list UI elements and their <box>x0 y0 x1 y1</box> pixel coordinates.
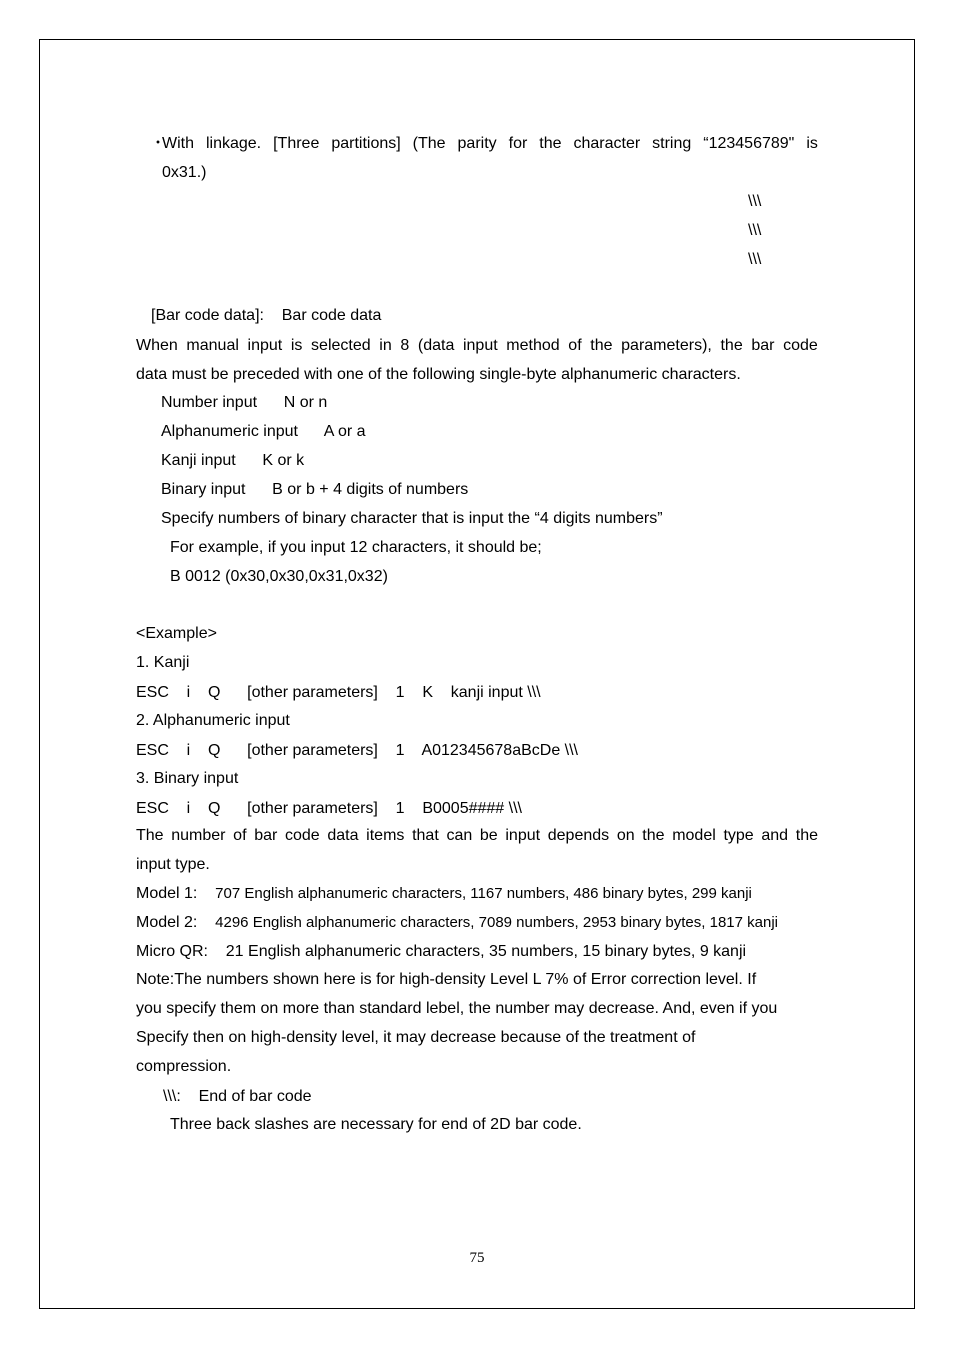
word: parity <box>457 135 497 152</box>
word: on <box>616 827 635 844</box>
word: be <box>479 827 498 844</box>
note-line: compression. <box>136 1058 232 1075</box>
word: can <box>446 827 473 844</box>
word: model <box>672 827 716 844</box>
word: for <box>508 135 528 152</box>
end-of-bar-code-desc: Three back slashes are necessary for end of 2D bar code. <box>170 1116 582 1133</box>
bar-code-data-heading: [Bar code data]: Bar code data <box>151 307 382 324</box>
backslash-line: \\\ <box>748 251 762 268</box>
word: bar <box>254 827 278 844</box>
word: (data <box>417 337 455 354</box>
word: “123456789" <box>703 135 795 152</box>
word: in <box>379 337 392 354</box>
word: the <box>590 337 613 354</box>
model-detail: 707 English alphanumeric characters, 1167 numbers, 486 binary bytes, 299 kanji <box>215 885 752 902</box>
capacity-line-2: input type. <box>136 856 210 873</box>
model-row <box>136 942 746 962</box>
word: method <box>506 337 560 354</box>
word: linkage. <box>205 135 262 152</box>
word: input <box>247 337 283 354</box>
example-command: ESC i Q [other parameters] 1 A012345678aBcDe \\\ <box>136 742 578 759</box>
word: items <box>366 827 405 844</box>
word: is <box>290 337 303 354</box>
word: string <box>652 135 692 152</box>
word: With <box>162 135 194 152</box>
note-line: Specify then on high-density level, it may decrease because of the treatment of <box>136 1029 696 1046</box>
backslash-line: \\\ <box>748 193 762 210</box>
word: the <box>642 827 665 844</box>
bar-code-para-line-1 <box>136 336 818 356</box>
linkage-line-2: 0x31.) <box>162 164 207 181</box>
backslash-line: \\\ <box>748 222 762 239</box>
model-label: Model 2: <box>136 914 216 931</box>
word: is <box>806 135 818 152</box>
word: bar <box>751 337 775 354</box>
word: 8 <box>400 337 410 354</box>
note-line: Note:The numbers shown here is for high-density Level L 7% of Error correction level. If <box>136 971 757 988</box>
input-type-number: Number input N or n <box>161 394 328 411</box>
word: that <box>412 827 439 844</box>
model-label: Micro QR: <box>136 943 226 960</box>
note-line: you specify them on more than standard lebel, the number may decrease. And, even if you <box>136 1000 778 1017</box>
word: manual <box>186 337 239 354</box>
example-title: 3. Binary input <box>136 770 239 787</box>
model-row <box>136 913 778 933</box>
word: code <box>284 827 320 844</box>
word: input <box>505 827 541 844</box>
example-title: 2. Alphanumeric input <box>136 712 290 729</box>
word: character <box>573 135 641 152</box>
model-row <box>136 884 752 904</box>
word: the <box>720 337 743 354</box>
for-example-line: For example, if you input 12 characters, it should be; <box>170 539 542 556</box>
example-title: 1. Kanji <box>136 654 190 671</box>
word: number <box>171 827 226 844</box>
word: The <box>136 827 164 844</box>
input-type-alphanumeric: Alphanumeric input A or a <box>161 423 366 440</box>
page-number: 75 <box>469 1250 485 1266</box>
word: (The <box>412 135 446 152</box>
word: partitions] <box>331 135 401 152</box>
word: depends <box>547 827 610 844</box>
word: input <box>462 337 498 354</box>
word: the <box>539 135 562 152</box>
word: type <box>723 827 754 844</box>
example-command: ESC i Q [other parameters] 1 B0005#### \\\ <box>136 800 522 817</box>
model-label: Model 1: <box>136 885 216 902</box>
word: and <box>761 827 789 844</box>
bar-code-para-line-2: data must be preceded with one of the following single-byte alphanumeric characters. <box>136 366 741 383</box>
word: data <box>327 827 359 844</box>
bullet: ・ <box>150 135 167 152</box>
example-value-line: B 0012 (0x30,0x30,0x31,0x32) <box>170 568 388 585</box>
input-type-kanji: Kanji input K or k <box>161 452 305 469</box>
word: of <box>568 337 582 354</box>
word: selected <box>311 337 371 354</box>
word: code <box>783 337 818 354</box>
word: the <box>795 827 818 844</box>
word: of <box>233 827 247 844</box>
input-type-binary: Binary input B or b + 4 digits of numbers <box>161 481 469 498</box>
end-of-bar-code-label: \\\: End of bar code <box>163 1088 312 1105</box>
model-detail: 21 English alphanumeric characters, 35 numbers, 15 binary bytes, 9 kanji <box>225 943 747 960</box>
specify-line: Specify numbers of binary character that is input the “4 digits numbers” <box>161 510 663 527</box>
example-heading: <Example> <box>136 625 217 642</box>
word: parameters), <box>621 337 712 354</box>
capacity-line-1 <box>136 826 818 846</box>
word: [Three <box>273 135 320 152</box>
linkage-line-1 <box>162 134 818 154</box>
word: When <box>136 337 178 354</box>
model-detail: 4296 English alphanumeric characters, 7089 numbers, 2953 binary bytes, 1817 kanji <box>215 914 779 931</box>
example-command: ESC i Q [other parameters] 1 K kanji input \\\ <box>136 684 541 701</box>
